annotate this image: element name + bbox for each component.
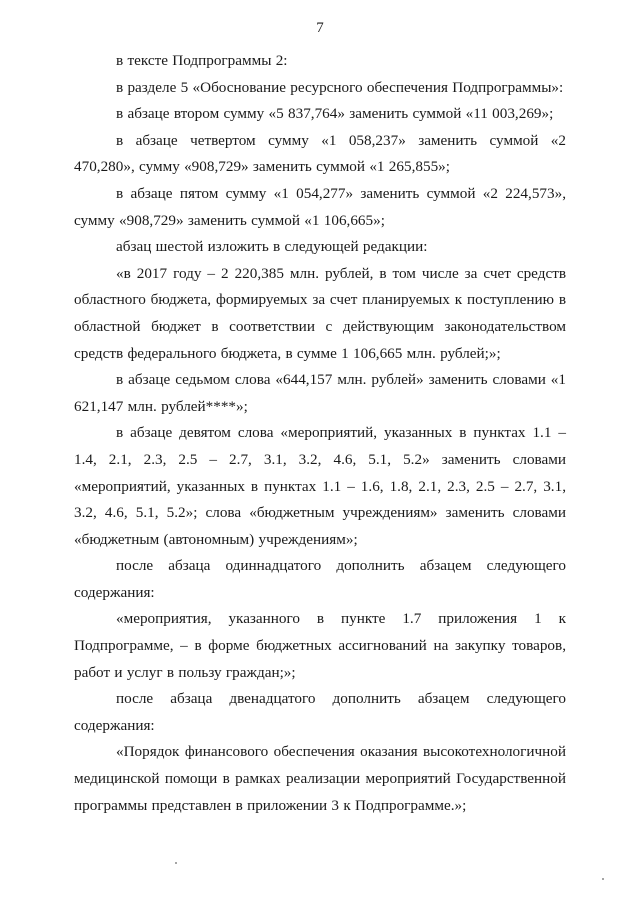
paragraph-11: «мероприятия, указанного в пункте 1.7 приложения 1 к Подпрограмме, – в форме бюджетных ассигнований на закупку товаров, работ и услуг в пользу граждан;»; — [74, 610, 566, 681]
paragraph-3: в абзаце втором сумму «5 837,764» заменить суммой «11 003,269»; — [116, 105, 554, 123]
page-number: 7 — [316, 20, 324, 36]
paragraph-7: «в 2017 году – 2 220,385 млн. рублей, в том числе за счет средств областного бюджета, формируемых за счет планируемых к поступлению в областной бюджет в соответствии с действующим законодательством средств федерального бюджета, в сумме 1 106,665 млн. рублей;»; — [74, 264, 566, 362]
paragraph-10: после абзаца одиннадцатого дополнить абзацем следующего содержания: — [74, 557, 566, 601]
scan-speck — [602, 878, 604, 880]
paragraph-12: после абзаца двенадцатого дополнить абзацем следующего содержания: — [74, 690, 566, 734]
paragraph-8: в абзаце седьмом слова «644,157 млн. рублей» заменить словами «1 621,147 млн. рублей****»; — [74, 371, 566, 415]
document-body — [74, 48, 566, 819]
paragraph-1: в тексте Подпрограммы 2: — [116, 52, 288, 69]
paragraph-9: в абзаце девятом слова «мероприятий, указанных в пунктах 1.1 – 1.4, 2.1, 2.3, 2.5 – 2.7, 3.1, 3.2, 4.6, 5.1, 5.2» заменить словами «мероприятий, указанных в пунктах 1.1 – 1.6, 1.8, 2.1, 2.3, 2.5 – 2.7, 3.1, 3.2, 4.6, 5.1, 5.2»; слова «бюджетным учреждениям» заменить словами «бюджетным (автономным) учреждениям»; — [74, 424, 566, 548]
scan-speck — [175, 862, 177, 864]
paragraph-5: в абзаце пятом сумму «1 054,277» заменить суммой «2 224,573», сумму «908,729» заменить суммой «1 106,665»; — [74, 184, 566, 229]
paragraph-4: в абзаце четвертом сумму «1 058,237» заменить суммой «2 470,280», сумму «908,729» заменить суммой «1 265,855»; — [74, 131, 566, 176]
paragraph-2: в разделе 5 «Обоснование ресурсного обеспечения Подпрограммы»: — [116, 78, 564, 96]
paragraph-6: абзац шестой изложить в следующей редакции: — [116, 238, 428, 256]
paragraph-13: «Порядок финансового обеспечения оказания высокотехнологичной медицинской помощи в рамках реализации мероприятий Государственной программы представлен в приложении 3 к Подпрограмме.»; — [74, 743, 566, 814]
